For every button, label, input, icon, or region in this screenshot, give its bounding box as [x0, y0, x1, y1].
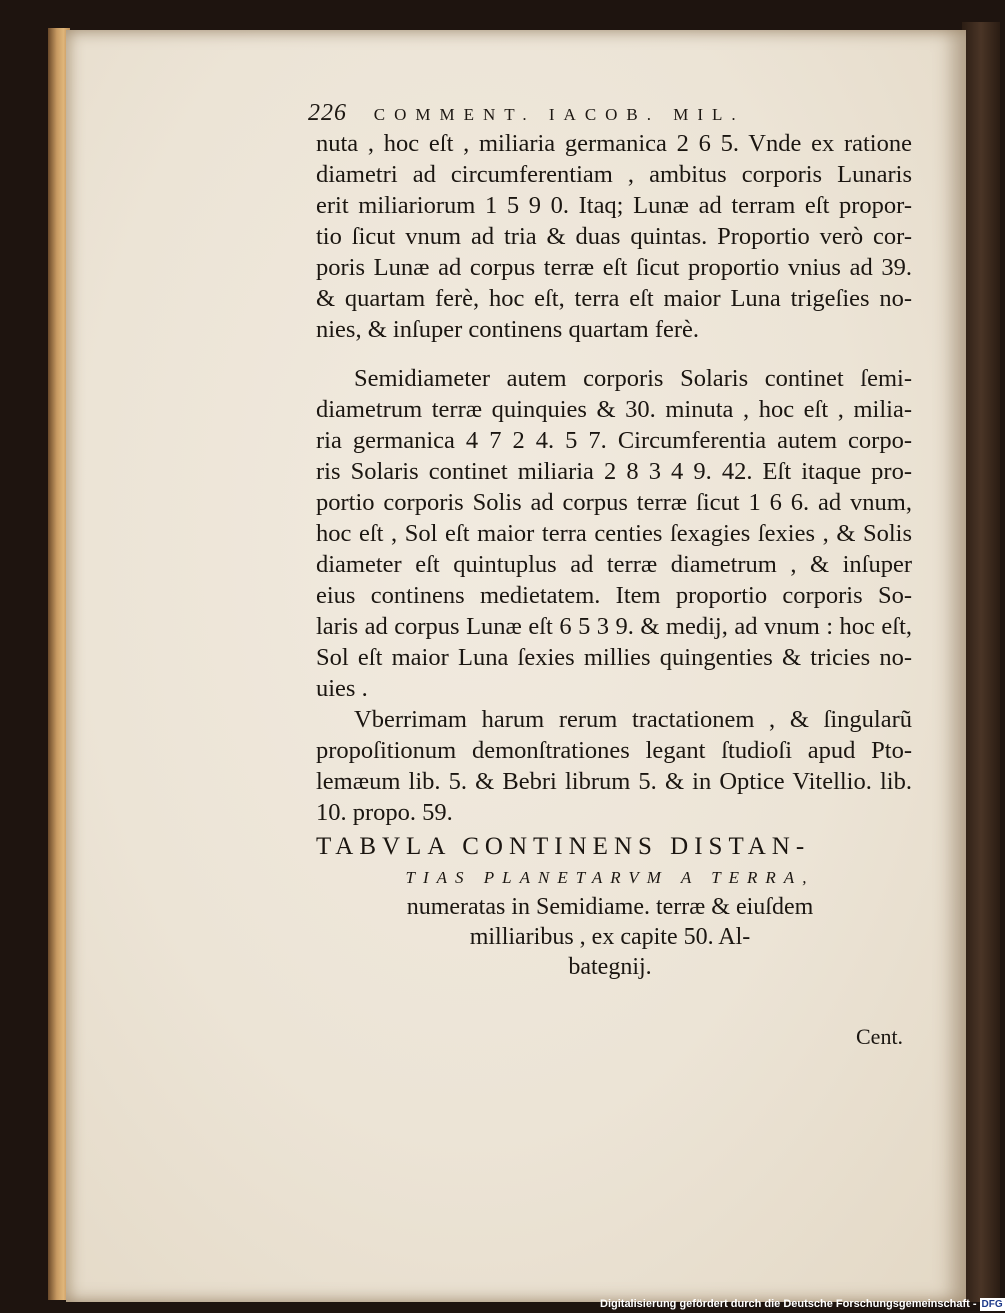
text-line: Sol eſt maior Luna ſexies millies quingenties & tricies no-: [316, 644, 912, 671]
text-line: laris ad corpus Lunæ eſt 6 5 3 9. & medij, ad vnum : hoc eſt,: [316, 613, 912, 640]
text-line: diameter eſt quintuplus ad terræ diametrum , & inſuper: [316, 551, 912, 578]
footer-text: Digitalisierung gefördert durch die Deutsche Forschungsgemeinschaft -: [600, 1298, 977, 1310]
table-heading-line: milliaribus , ex capite 50. Al-: [469, 924, 751, 950]
book-edge-right: [962, 22, 1000, 1302]
digitization-footer: [600, 1295, 1003, 1313]
text-line: uies .: [316, 675, 368, 702]
text-line: tio ſicut vnum ad tria & duas quintas. Proportio verò cor-: [316, 223, 912, 250]
text-line: poris Lunæ ad corpus terræ eſt ſicut proportio vnius ad 39.: [316, 254, 912, 281]
text-line: erit miliariorum 1 5 9 0. Itaq; Lunæ ad terram eſt propor-: [316, 192, 912, 219]
page-number: 226: [308, 100, 347, 126]
table-heading-line: TIAS PLANETARVM A TERRA,: [405, 868, 815, 887]
text-line: 10. propo. 59.: [316, 799, 453, 826]
text-line: lemæum lib. 5. & Bebri librum 5. & in Optice Vitellio. lib.: [316, 768, 912, 795]
table-heading: [300, 830, 920, 982]
body-text: [316, 128, 912, 828]
text-line: Vberrimam harum rerum tractationem , & ſingularũ: [354, 706, 912, 733]
text-line: nuta , hoc eſt , miliaria germanica 2 6 5. Vnde ex ratione: [316, 130, 912, 157]
text-line: ria germanica 4 7 2 4. 5 7. Circumferentia autem corpo-: [316, 427, 912, 454]
text-line: diametrum terræ quinquies & 30. minuta , hoc eſt , milia-: [316, 396, 912, 423]
text-line: nies, & inſuper continens quartam ferè.: [316, 316, 700, 343]
table-heading-line: TABVLA CONTINENS DISTAN-: [316, 833, 811, 860]
text-line: diametri ad circumferentiam , ambitus corporis Lunaris: [316, 161, 912, 188]
dfg-logo: DFG: [981, 1298, 1003, 1310]
running-head: [308, 100, 908, 127]
text-line: Semidiameter autem corporis Solaris continet ſemi-: [354, 365, 912, 392]
text-line: propoſitionum demonſtrationes legant ſtudioſi apud Pto-: [316, 737, 912, 764]
catchword: Cent.: [856, 1024, 904, 1049]
table-heading-line: bategnij.: [568, 954, 652, 980]
running-title: COMMENT. IACOB. MIL.: [373, 105, 745, 124]
text-line: portio corporis Solis ad corpus terræ ſicut 1 6 6. ad vnum,: [316, 489, 912, 516]
paragraph-gap: [316, 345, 912, 363]
text-line: & quartam ferè, hoc eſt, terra eſt maior Luna trigeſies no-: [316, 285, 912, 312]
text-line: hoc eſt , Sol eſt maior terra centies ſexagies ſexies , & Solis: [316, 520, 912, 547]
table-heading-line: numeratas in Semidiame. terræ & eiuſdem: [406, 894, 814, 920]
text-line: ris Solaris continet miliaria 2 8 3 4 9. 42. Eſt itaque pro-: [316, 458, 912, 485]
text-line: eius continens medietatem. Item proportio corporis So-: [316, 582, 912, 609]
